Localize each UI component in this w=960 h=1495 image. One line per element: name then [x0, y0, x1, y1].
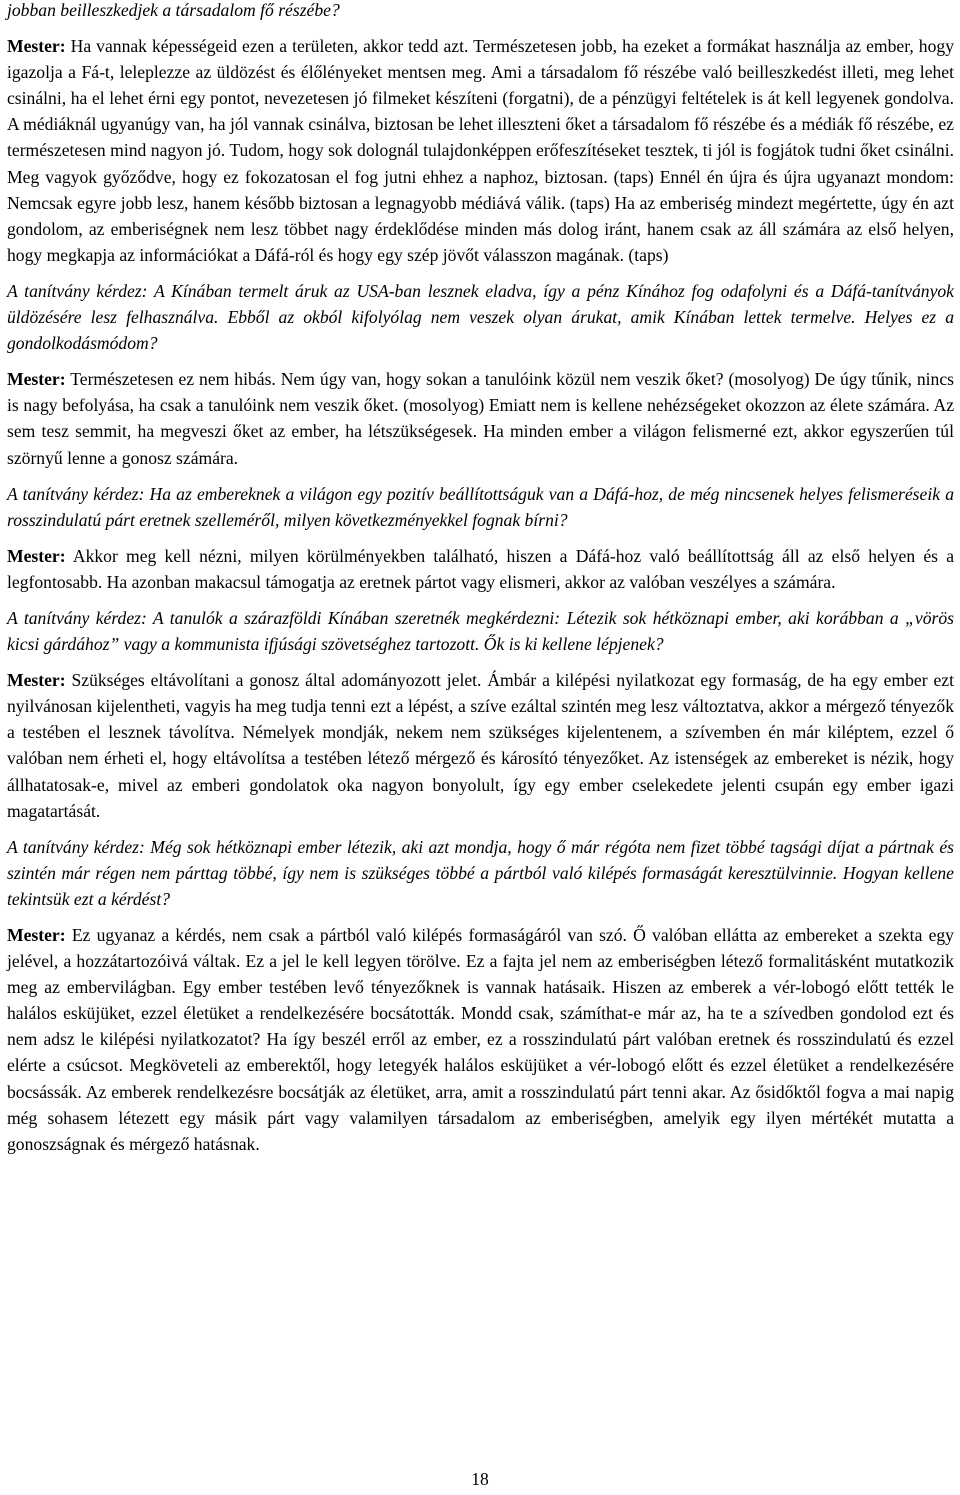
speaker-label: Mester:	[7, 36, 66, 57]
answer-text: Ez ugyanaz a kérdés, nem csak a pártból való kilépés formaságáról van szó. Ő valóban ellátta az embereket a szekta egy jelével, a hozzátartozóivá váltak. Ez a jel le kell legyen törölve. Ez a fajta jel nem az emberiségben létező formalitásként mutatkozik meg az embervilágban. Egy ember testében levő tényezőknek is vannak hatásaik. Hiszen az emberek a vér-lobogó előtt tették le halálos esküjüket, ezzel életüket a rendelkezésére bocsátották. Mondd csak, számíthat-e már az, ha te a szívedben gondolod ezt és nem adsz le kilépési nyilatkozatot? Ha így beszél erről az ember, ez a rosszindulatú párt valóban eretnek és rosszindulatú és ezzel elérte a csúcsot. Megköveteli az emberektől, hogy letegyék halálos esküjüket a vér-lobogó előtt és ezzel életüket a rendelkezésére bocsássák. Az emberek rendelkezésre bocsátják az életüket, arra, amit a rosszindulatú párt tenni akar. Az ősidőktől fogva a mai napig még sohasem létezett egy másik párt vagy valamilyen társadalom az emberiségben, amelyik egy ilyen mértékét mutatta a gonoszságnak és mérgező hatásnak.	[7, 925, 954, 1154]
answer-text: Szükséges eltávolítani a gonosz által adományozott jelet. Ámbár a kilépési nyilatkozat egy formaság, de ha egy ember ezt nyilvánosan kijelentheti, vagyis ha meg tudja tenni ezt a lépést, a szíve ezáltal szintén meg lesz változtatva, akkor a mérgező tényezők a testében el lesznek távolítva. Némelyek mondják, nekem nem szükséges kijelentenem, a szívemben én már kiléptem, ezzel ő valóban nem érheti el, hogy eltávolítsa a testében létező mérgező és károsító tényezőket. Az istenségek az embereket is nézik, hogy állhatatosak-e, mivel az emberi gondolatok oka nagyon bonyolult, így egy ember cselekedete jelenti csupán egy ember igazi magatartását.	[7, 670, 954, 821]
question-paragraph-3	[7, 605, 954, 657]
speaker-label: Mester:	[7, 545, 66, 566]
question-text: A tanítvány kérdez: A Kínában termelt áruk az USA-ban lesznek eladva, így a pénz Kínához fog odafolyni és a Dáfá-tanítványok üldözésére lesz felhasználva. Ebből az okból kifolyólag nem veszek olyan árukat, amik Kínában lettek termelve. Helyes ez a gondolkodásmódom?	[7, 280, 954, 354]
question-paragraph-4	[7, 834, 954, 912]
answer-paragraph-2	[7, 366, 954, 470]
speaker-label: Mester:	[7, 670, 66, 691]
page-content	[7, 0, 954, 1167]
question-fragment-text: jobban beilleszkedjek a társadalom fő részébe?	[7, 0, 340, 20]
answer-text: Ha vannak képességeid ezen a területen, akkor tedd azt. Természetesen jobb, ha ezeket a formákat használja az ember, hogy igazolja a Fá-t, leleplezze az üldözést és élőlényeket mentsen meg. Ami a társadalom fő részébe való beilleszkedést illeti, meg lehet csinálni, ha el lehet érni egy pontot, nevezetesen jó filmeket készíteni (forgatni), de a pénzügyi feltételek is át kell legyenek gondolva. A médiáknál ugyanúgy van, ha jól vannak csinálva, biztosan be lehet illeszteni őket a társadalom fő részébe és a médiák fő részébe, ez természetesen mind nagyon jó. Tudom, hogy sok dolognál tulajdonképpen erőfeszítéseket tesztek, ti jól is fogjátok tudni őket csinálni. Meg vagyok győződve, hogy ez fokozatosan el fog jutni ehhez a naphoz, biztosan. (taps) Ennél én újra és újra ugyanazt mondom: Nemcsak egyre jobb lesz, hanem később biztosan a legnagyobb médiává válik. (taps) Ha az emberiség mindezt megértette, úgy én azt gondolom, az emberiségnek nem lesz többet nagy érdeklődése minden más dolog iránt, hanem csak az áll számára az első helyen, hogy megkapja az információkat a Dáfá-ról és hogy egy szép jövőt válasszon magának. (taps)	[7, 36, 954, 265]
question-fragment	[7, 0, 954, 23]
answer-text: Akkor meg kell nézni, milyen körülményekben található, hiszen a Dáfá-hoz való beállítottság áll az első helyen és a legfontosabb. Ha azonban makacsul támogatja az eretnek pártot vagy elismeri, akkor az valóban veszélyes a számára.	[7, 545, 954, 592]
speaker-label: Mester:	[7, 369, 66, 390]
question-paragraph-1	[7, 278, 954, 356]
page-number: 18	[471, 1469, 489, 1489]
question-paragraph-2	[7, 481, 954, 533]
question-text: A tanítvány kérdez: Ha az embereknek a világon egy pozitív beállítottságuk van a Dáfá-hoz, de még nincsenek helyes felismeréseik a rosszindulatú párt eretnek szelleméről, milyen következményekkel fognak bírni?	[7, 483, 954, 530]
answer-paragraph-1	[7, 33, 954, 268]
answer-text: Természetesen ez nem hibás. Nem úgy van, hogy sokan a tanulóink közül nem veszik őket? (mosolyog) De úgy tűnik, nincs is nagy befolyása, ha csak a tanulóink nem veszik őket. (mosolyog) Emiatt nem is kellene nehézségeket okozzon az élete számára. Az sem tesz semmit, ha megveszi őket az ember, ha létszükségesek. Ha minden ember a világon felismerné ezt, akkor egyszerűen túl szörnyű lenne a gonosz számára.	[7, 369, 954, 468]
answer-paragraph-3	[7, 543, 954, 595]
question-text: A tanítvány kérdez: A tanulók a szárazföldi Kínában szeretnék megkérdezni: Létezik sok hétköznapi ember, aki korábban a „vörös kicsi gárdához” vagy a kommunista ifjúsági szövetséghez tartozott. Ők is ki kellene lépjenek?	[7, 607, 954, 655]
speaker-label: Mester:	[7, 925, 66, 945]
question-text: A tanítvány kérdez: Még sok hétköznapi ember létezik, aki azt mondja, hogy ő már régóta nem fizet többé tagsági díjat a pártnak és szintén már régen nem párttag többé, így nem is szükséges többé a pártból való kilépés formaságát keresztülvinnie. Hogyan kellene tekintsük ezt a kérdést?	[7, 836, 954, 909]
answer-paragraph-4	[7, 667, 954, 824]
answer-paragraph-5	[7, 922, 954, 1157]
